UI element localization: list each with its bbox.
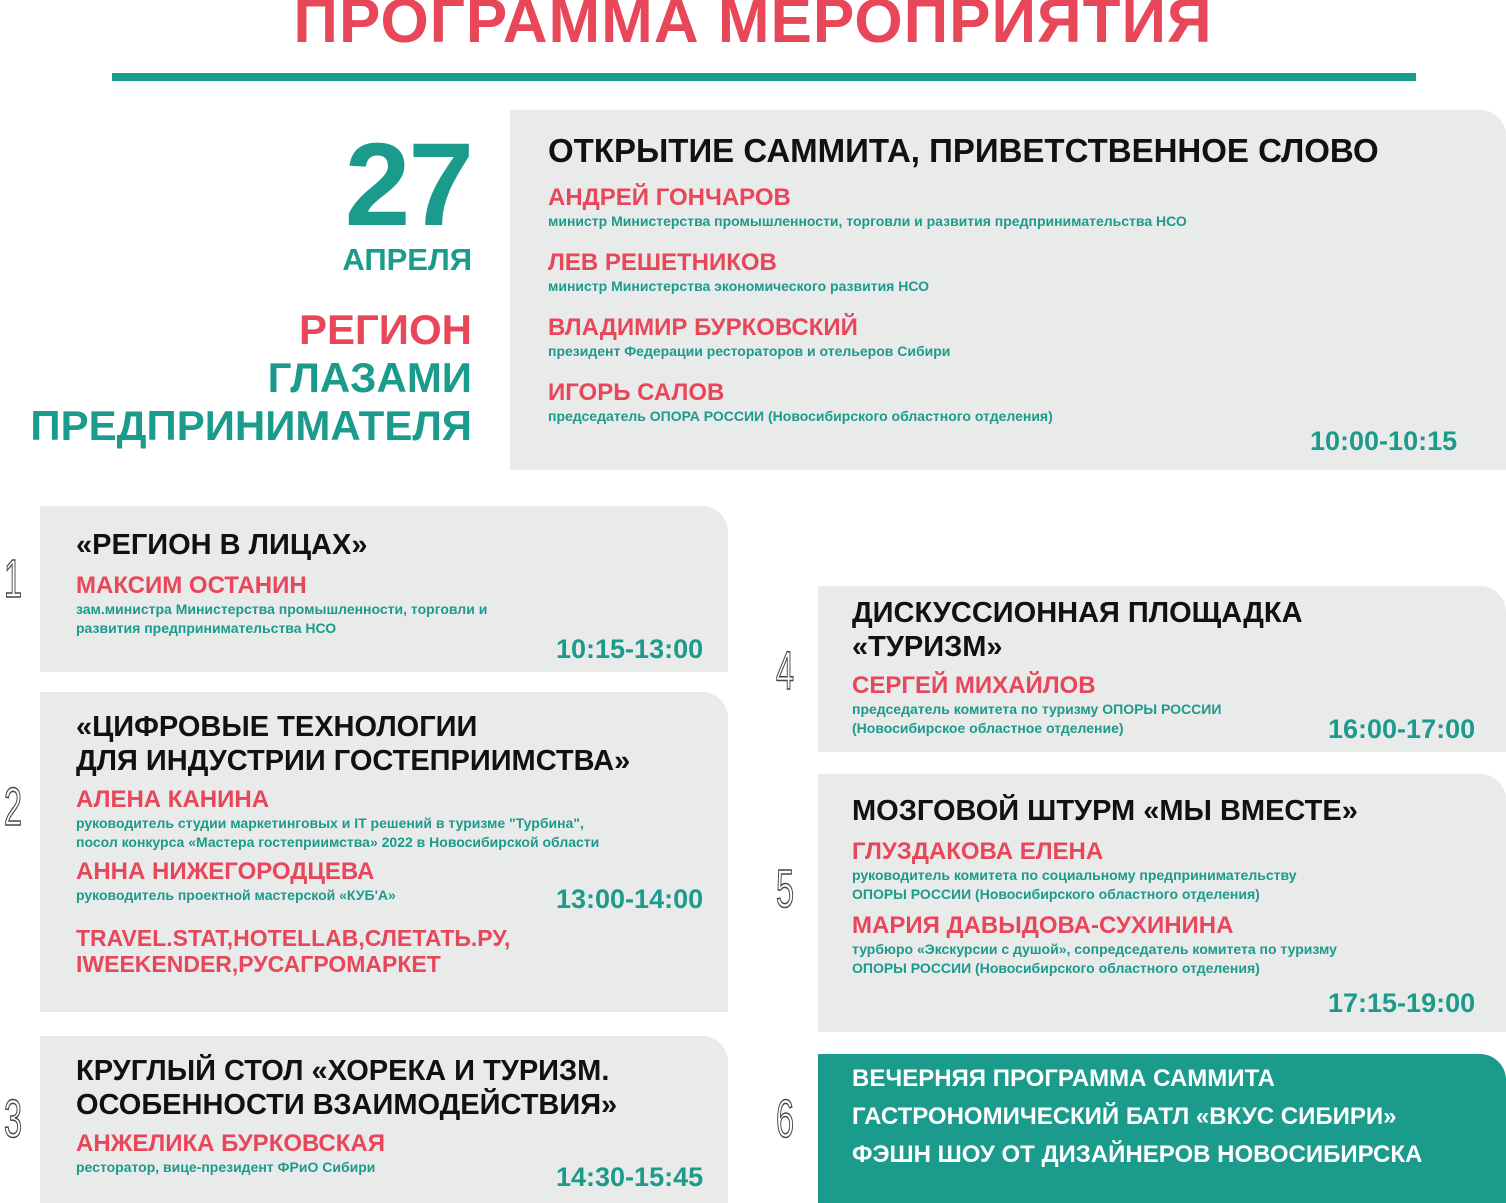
session-card-1 [40,506,728,672]
session-time: 16:00-17:00 [1328,714,1476,744]
speaker-role: президент Федерации рестораторов и отельеров Сибири [548,343,951,359]
speaker-name: СЕРГЕЙ МИХАЙЛОВ [852,672,1096,699]
session-title: «РЕГИОН В ЛИЦАХ» [76,529,368,561]
speaker-name: АНДРЕЙ ГОНЧАРОВ [548,184,791,211]
speaker-name: ЛЕВ РЕШЕТНИКОВ [548,249,777,276]
speaker-name: ГЛУЗДАКОВА ЕЛЕНА [852,838,1104,865]
speaker-role: руководитель проектной мастерской «КУБ'А» [76,887,396,903]
speaker-name: ИГОРЬ САЛОВ [548,379,725,406]
speaker-role: развития предпринимательства НСО [76,620,337,636]
partners-list: TRAVEL.STAT,HOTELLAB,СЛЕТАТЬ.РУ, [76,925,511,951]
session-title: ОСОБЕННОСТИ ВЗАИМОДЕЙСТВИЯ» [76,1089,618,1121]
session-card-5 [818,774,1506,1032]
session-title: МОЗГОВОЙ ШТУРМ «МЫ ВМЕСТЕ» [852,795,1358,827]
speaker-name: АЛЕНА КАНИНА [76,786,270,813]
session-number: 3 [4,1089,23,1149]
speaker-role: министр Министерства экономического развития НСО [548,278,929,294]
speaker-role: ОПОРЫ РОССИИ (Новосибирского областного отделения) [852,886,1260,902]
day-theme-line: РЕГИОН [298,306,472,353]
session-title: «ЦИФРОВЫЕ ТЕХНОЛОГИИ [76,711,478,743]
session-time: 10:15-13:00 [556,634,704,664]
evening-program-line: ВЕЧЕРНЯЯ ПРОГРАММА САММИТА [852,1065,1275,1092]
session-number: 1 [4,549,23,609]
page-title: ПРОГРАММА МЕРОПРИЯТИЯ [293,0,1213,56]
session-number: 5 [776,859,795,919]
speaker-name: МАКСИМ ОСТАНИН [76,572,307,599]
session-card-2 [40,692,728,1012]
day-number: 27 [344,119,472,251]
speaker-role: зам.министра Министерства промышленности, торговли и [76,601,488,617]
partners-list: IWEEKENDER,РУСАГРОМАРКЕТ [76,951,441,977]
speaker-role: турбюро «Экскурсии с душой», сопредседатель комитета по туризму [852,941,1337,957]
session-title: КРУГЛЫЙ СТОЛ «ХОРЕКА И ТУРИЗМ. [76,1055,610,1087]
speaker-name: АНЖЕЛИКА БУРКОВСКАЯ [76,1130,385,1157]
session-time: 10:00-10:15 [1310,426,1458,456]
day-theme-line: ГЛАЗАМИ [267,354,472,401]
speaker-role: министр Министерства промышленности, торговли и развития предпринимательства НСО [548,213,1187,229]
speaker-role: председатель комитета по туризму ОПОРЫ РОССИИ [852,701,1222,717]
day-block [20,119,472,450]
evening-program-line: ГАСТРОНОМИЧЕСКИЙ БАТЛ «ВКУС СИБИРИ» [852,1103,1397,1130]
session-time: 17:15-19:00 [1328,988,1476,1018]
speaker-name: ВЛАДИМИР БУРКОВСКИЙ [548,314,858,341]
speaker-name: МАРИЯ ДАВЫДОВА-СУХИНИНА [852,912,1234,939]
speaker-role: руководитель студии маркетинговых и IT решений в туризме "Турбина", [76,815,584,831]
speaker-role: председатель ОПОРА РОССИИ (Новосибирского областного отделения) [548,408,1053,424]
session-title: «ТУРИЗМ» [852,631,1003,663]
speaker-role: ресторатор, вице-президент ФРиО Сибири [76,1159,376,1175]
session-card-6 [818,1054,1506,1203]
speaker-role: посол конкурса «Мастера гостеприимства» 2022 в Новосибирской области [76,834,600,850]
opening-title: ОТКРЫТИЕ САММИТА, ПРИВЕТСТВЕННОЕ СЛОВО [548,132,1379,169]
session-time: 13:00-14:00 [556,884,704,914]
day-theme-line: ПРЕДПРИНИМАТЕЛЯ [30,402,472,449]
session-title: ДИСКУССИОННАЯ ПЛОЩАДКА [852,597,1303,629]
title-divider [112,73,1416,81]
session-card-4 [818,586,1506,752]
speaker-role: ОПОРЫ РОССИИ (Новосибирского областного отделения) [852,960,1260,976]
session-time: 14:30-15:45 [556,1162,704,1192]
speaker-role: руководитель комитета по социальному предпринимательству [852,867,1297,883]
session-number: 6 [776,1089,795,1149]
day-theme [20,306,472,450]
evening-program-line: ФЭШН ШОУ ОТ ДИЗАЙНЕРОВ НОВОСИБИРСКА [852,1141,1423,1168]
opening-card [510,110,1506,470]
speaker-role: (Новосибирское областное отделение) [852,720,1124,736]
day-month: АПРЕЛЯ [342,242,472,277]
speaker-name: АННА НИЖЕГОРОДЦЕВА [76,858,375,885]
session-number: 4 [776,641,795,701]
session-card-3 [40,1036,728,1203]
session-number: 2 [4,777,23,837]
session-title: ДЛЯ ИНДУСТРИИ ГОСТЕПРИИМСТВА» [76,745,631,777]
